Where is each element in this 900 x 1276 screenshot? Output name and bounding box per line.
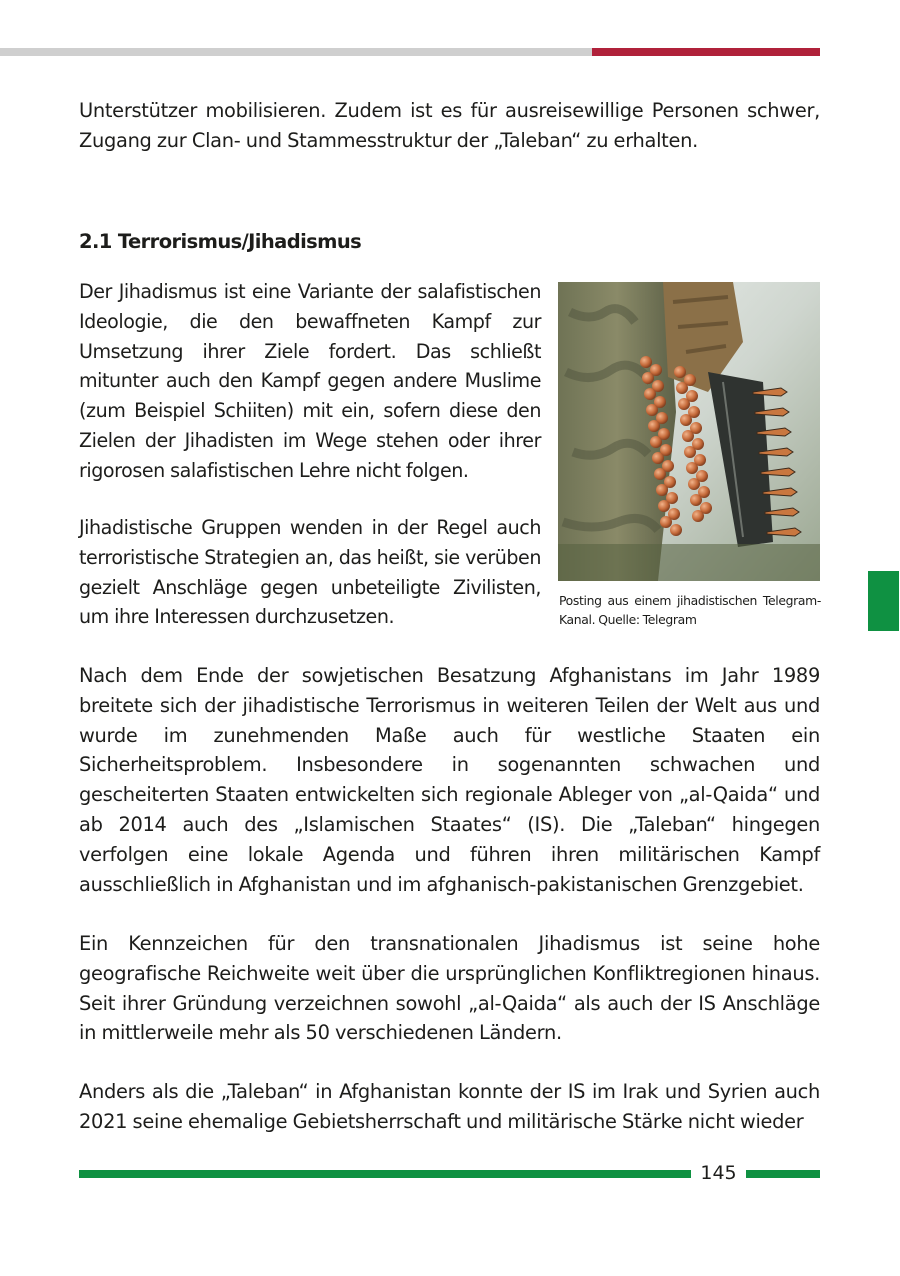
footer-rule-left xyxy=(79,1170,691,1178)
paragraph-terror-strategies: Jihadistische Gruppen wenden in der Regel auch terroristische Strategien an, das heißt, sie verüben gezielt Anschläge gegen unbeteiligte Zivilisten, um ihre Interessen durchzusetzen. xyxy=(79,516,541,629)
ammunition-photo-illustration xyxy=(558,282,820,581)
chapter-side-tab xyxy=(868,571,899,631)
ammunition-photo xyxy=(558,282,820,581)
footer-rule-right xyxy=(746,1170,820,1178)
paragraph-spread-of-terrorism: Nach dem Ende der sowjetischen Besatzung Afghanistans im Jahr 1989 breitete sich der jihadistische Terrorismus in weiteren Teilen der Welt aus und wurde im zunehmenden Maße auch für westliche Staaten ein Sicherheitsproblem. Insbesondere in sogenannten schwachen und gescheiterten Staaten entwickelten sich regionale Ableger von „al-Qaida“ und ab 2014 auch des „Islamischen Staates“ (IS). Die „Taleban“ hingegen verfolgen eine lokale Agenda und führen ihren militärischen Kampf ausschließlich in Afghanistan und im afghanisch-pakistanischen Grenzgebiet. xyxy=(79,664,820,896)
header-rule-grey xyxy=(0,48,592,56)
section-heading: 2.1 Terrorismus/Jihadismus xyxy=(79,230,362,253)
header-rule-red xyxy=(592,48,820,56)
page-number: 145 xyxy=(700,1162,737,1184)
paragraph-geographic-reach: Ein Kennzeichen für den transnationalen Jihadismus ist seine hohe geografische Reichweite weit über die ursprünglichen Konfliktregionen hinaus. Seit ihrer Gründung verzeichnen sowohl „al-Qaida“ als auch der IS Anschläge in mittlerweile mehr als 50 verschiedenen Ländern. xyxy=(79,932,820,1045)
figure-caption: Posting aus einem jihadistischen Telegram-Kanal. Quelle: Telegram xyxy=(559,593,821,627)
paragraph-jihadism-definition: Der Jihadismus ist eine Variante der salafistischen Ideologie, die den bewaffneten Kampf zur Umsetzung ihrer Ziele fordert. Das schließt mitunter auch den Kampf gegen andere Muslime (zum Beispiel Schiiten) mit ein, sofern diese den Zielen der Jihadisten im Wege stehen oder ihrer rigorosen salafistischen Lehre nicht folgen. xyxy=(79,280,541,482)
intro-paragraph: Unterstützer mobilisieren. Zudem ist es für ausreisewillige Personen schwer, Zugang zur Clan- und Stammesstruktur der „Taleban“ zu erhalten. xyxy=(79,99,820,152)
paragraph-is-comparison: Anders als die „Taleban“ in Afghanistan konnte der IS im Irak und Syrien auch 2021 seine ehemalige Gebietsherrschaft und militärische Stärke nicht wieder xyxy=(79,1080,820,1133)
